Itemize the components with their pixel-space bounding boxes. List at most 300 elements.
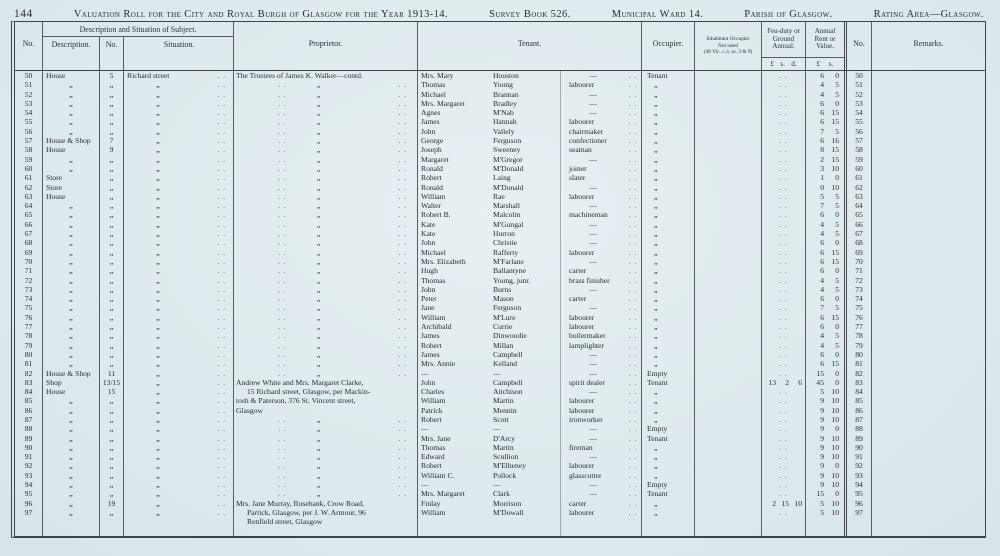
ditto-mark: . . (398, 256, 407, 266)
rent-value: 6 (820, 359, 824, 369)
cell-inhabitant-occupier (695, 257, 762, 266)
cell-tenant-dots: . . (625, 192, 642, 201)
cell-tenant-dots: . . (625, 155, 642, 164)
cell-inhabitant-occupier (695, 378, 762, 387)
rent-value: 7 (820, 126, 824, 136)
rent-value: 8 (820, 145, 824, 155)
table-row (15, 406, 985, 415)
header-feu-duty (762, 22, 806, 70)
cell-inhabitant-occupier (695, 424, 762, 433)
cell-situation: „ (156, 368, 160, 378)
ditto-mark: „ (316, 489, 322, 499)
cell-remarks (872, 90, 985, 99)
cell-remarks (872, 508, 985, 517)
cell-feu-duty: . . (762, 164, 806, 173)
ditto-mark: . . (398, 98, 407, 108)
table-row (15, 117, 985, 126)
cell-tenant-dots: . . (625, 183, 642, 192)
rent-value: 15 (831, 247, 839, 257)
cell-occupier: „ (642, 90, 695, 99)
cell-proprietor (234, 285, 418, 294)
header-no-right-label: No. (853, 38, 865, 48)
cell-description: „ (43, 127, 100, 136)
cell-no-left: 86 (15, 406, 43, 415)
cell-no-right: 92 (847, 461, 872, 470)
cell-no-right: 86 (847, 406, 872, 415)
rent-value: 6 (820, 238, 824, 248)
cell-situation-dots: . . (192, 210, 234, 219)
cell-tenant-occupation: seaman (569, 145, 592, 155)
cell-proprietor: Renfield street, Glasgow (234, 517, 418, 526)
cell-occupier: „ (642, 350, 695, 359)
cell-empty (762, 517, 806, 526)
cell-feu-duty: . . (762, 201, 806, 210)
rent-value: 6 (820, 210, 824, 220)
cell-no-right: 51 (847, 80, 872, 89)
cell-situation-dots: . . (192, 145, 234, 154)
cell-situation-dots: . . (192, 294, 234, 303)
cell-situation: „ (156, 229, 160, 239)
cell-tenant-dots: . . (625, 238, 642, 247)
cell-feu-duty: . . (762, 461, 806, 470)
cell-tenant-surname: Ferguson (491, 136, 561, 145)
cell-feu-duty: . . (762, 71, 806, 80)
ditto-mark: . . (278, 340, 287, 350)
cell-description: „ (43, 210, 100, 219)
table-row (15, 210, 985, 219)
rent-value: 4 (820, 331, 824, 341)
cell-description: „ (43, 99, 100, 108)
cell-proprietor (234, 266, 418, 275)
cell-tenant-occupation: — (589, 489, 597, 499)
cell-no-left: 81 (15, 359, 43, 368)
cell-feu-duty: . . (762, 406, 806, 415)
cell-tenant-dots: . . (625, 90, 642, 99)
cell-feu-duty: . . (762, 489, 806, 498)
cell-no-left: 55 (15, 117, 43, 126)
cell-no-right: 95 (847, 489, 872, 498)
cell-annual-rent (806, 248, 847, 257)
cell-occupier: Empty (642, 369, 695, 378)
table-row (15, 276, 985, 285)
cell-feu-duty: . . (762, 257, 806, 266)
cell-tenant-occupation: chairmaker (569, 126, 604, 136)
cell-inhabitant-occupier (695, 406, 762, 415)
cell-no-left: 57 (15, 136, 43, 145)
cell-desc-no: „ (100, 229, 124, 238)
cell-tenant-dots: . . (625, 164, 642, 173)
table-body (15, 71, 985, 536)
cell-annual-rent (806, 387, 847, 396)
cell-tenant-dots: . . (625, 341, 642, 350)
cell-description: „ (43, 415, 100, 424)
cell-tenant-occupation: carter (569, 294, 587, 304)
cell-tenant-first: Michael (421, 247, 446, 257)
cell-no-left: 63 (15, 192, 43, 201)
cell-description: „ (43, 220, 100, 229)
ditto-mark: „ (316, 145, 322, 155)
valuation-table (11, 21, 986, 538)
ditto-mark: . . (278, 349, 287, 359)
cell-annual-rent (806, 117, 847, 126)
cell-inhabitant-occupier (695, 238, 762, 247)
header-feu-duty-label: Feu-duty or Ground Annual. (767, 26, 800, 51)
cell-tenant-occupation: glasscutter (569, 470, 602, 480)
cell-proprietor (234, 461, 418, 470)
cell-no-right: 87 (847, 415, 872, 424)
cell-feu-duty: . . (762, 99, 806, 108)
cell-tenant-first: — (421, 368, 429, 378)
cell-description: „ (43, 471, 100, 480)
cell-desc-no: 5 (100, 71, 124, 80)
cell-situation-dots: . . (192, 461, 234, 470)
rent-value: 10 (831, 396, 839, 406)
cell-situation: „ (156, 98, 160, 108)
cell-situation-dots: . . (192, 127, 234, 136)
cell-tenant-occupation: spirit dealer (569, 377, 606, 387)
cell-empty (806, 517, 847, 526)
cell-situation: „ (156, 396, 160, 406)
cell-tenant-surname: Aitchison (491, 387, 561, 396)
ditto-mark: „ (316, 191, 322, 201)
cell-desc-no: „ (100, 396, 124, 405)
cell-no-right: 66 (847, 220, 872, 229)
cell-situation: „ (156, 322, 160, 332)
cell-tenant-surname: D'Arcy (491, 434, 561, 443)
cell-proprietor (234, 452, 418, 461)
rent-value: 2 (820, 154, 824, 164)
cell-desc-no: „ (100, 424, 124, 433)
cell-tenant-surname: Scott (491, 415, 561, 424)
cell-tenant-dots: . . (625, 387, 642, 396)
ditto-mark: . . (398, 238, 407, 248)
cell-annual-rent (806, 508, 847, 517)
cell-desc-no: „ (100, 434, 124, 443)
cell-situation: „ (156, 266, 160, 276)
cell-no-left: 70 (15, 257, 43, 266)
cell-empty (15, 517, 43, 526)
cell-occupier: „ (642, 471, 695, 480)
rent-value: 45 (816, 377, 824, 387)
cell-tenant-first: William (421, 396, 446, 406)
cell-tenant-occupation: brass finisher (569, 275, 610, 285)
cell-remarks (872, 248, 985, 257)
cell-desc-no: „ (100, 294, 124, 303)
ditto-mark: . . (278, 414, 287, 424)
cell-tenant-dots: . . (625, 108, 642, 117)
cell-tenant-surname: — (491, 424, 561, 433)
cell-feu-duty: . . (762, 266, 806, 275)
rent-value: 5 (835, 275, 839, 285)
cell-situation-dots: . . (192, 266, 234, 275)
ditto-mark: . . (398, 331, 407, 341)
cell-inhabitant-occupier (695, 461, 762, 470)
table-row (15, 452, 985, 461)
cell-description: „ (43, 489, 100, 498)
cell-remarks (872, 285, 985, 294)
cell-remarks (872, 145, 985, 154)
cell-feu-duty: . . (762, 80, 806, 89)
ditto-mark: . . (278, 89, 287, 99)
feu-duty-value: 2 (772, 498, 776, 508)
cell-proprietor (234, 80, 418, 89)
cell-situation: „ (156, 387, 160, 397)
cell-proprietor (234, 192, 418, 201)
rent-value: 5 (835, 126, 839, 136)
cell-tenant-dots: . . (625, 313, 642, 322)
cell-tenant-dots: . . (625, 480, 642, 489)
cell-inhabitant-occupier (695, 248, 762, 257)
ditto-mark: . . (398, 117, 407, 127)
ditto-mark: . . (398, 322, 407, 332)
header-no-right (847, 22, 872, 70)
cell-feu-duty: . . (762, 210, 806, 219)
cell-situation-dots: . . (192, 99, 234, 108)
page-number: 144 (14, 8, 33, 20)
cell-situation: „ (156, 359, 160, 369)
ditto-mark: „ (316, 349, 322, 359)
cell-feu-duty: . . (762, 220, 806, 229)
ditto-mark: . . (398, 312, 407, 322)
ditto-mark: „ (316, 414, 322, 424)
cell-situation-dots: . . (192, 220, 234, 229)
cell-occupier: Tenant (642, 378, 695, 387)
cell-proprietor (234, 108, 418, 117)
cell-feu-duty: . . (762, 136, 806, 145)
cell-tenant-first: James (421, 349, 440, 359)
table-header-row (15, 22, 985, 71)
ditto-mark: . . (278, 331, 287, 341)
cell-annual-rent (806, 443, 847, 452)
cell-inhabitant-occupier (695, 396, 762, 405)
cell-desc-no: „ (100, 508, 124, 517)
cell-situation-dots: . . (192, 173, 234, 182)
cell-situation-dots: . . (192, 396, 234, 405)
cell-tenant-surname: Bradley (491, 99, 561, 108)
cell-tenant-occupation: carter (569, 266, 587, 276)
cell-desc-no: 7 (100, 136, 124, 145)
ditto-mark: „ (316, 266, 322, 276)
rent-value: 9 (820, 480, 824, 490)
cell-tenant-occupation: machineman (569, 210, 608, 220)
cell-no-right: 76 (847, 313, 872, 322)
cell-no-left: 85 (15, 396, 43, 405)
cell-desc-no: „ (100, 461, 124, 470)
cell-empty (872, 527, 985, 536)
cell-no-left: 74 (15, 294, 43, 303)
cell-no-left: 80 (15, 350, 43, 359)
ditto-mark: . . (398, 247, 407, 257)
ditto-mark: . . (278, 322, 287, 332)
cell-no-left: 59 (15, 155, 43, 164)
cell-feu-duty: . . (762, 443, 806, 452)
ditto-mark: . . (398, 414, 407, 424)
cell-situation-dots: . . (192, 471, 234, 480)
cell-tenant-occupation: labourer (569, 80, 595, 90)
cell-tenant-surname: M'Dowall (491, 508, 561, 517)
cell-tenant-surname: M'Elheney (491, 461, 561, 470)
cell-tenant-surname: M'Donald (491, 164, 561, 173)
header-tenant-label: Tenant. (517, 38, 542, 48)
cell-description: House (43, 192, 100, 201)
cell-situation-dots: . . (192, 359, 234, 368)
cell-description: „ (43, 285, 100, 294)
cell-situation-dots: . . (192, 303, 234, 312)
cell-annual-rent (806, 471, 847, 480)
cell-occupier: „ (642, 276, 695, 285)
cell-situation: „ (156, 136, 160, 146)
cell-occupier: „ (642, 331, 695, 340)
cell-no-left: 97 (15, 508, 43, 517)
table-row (15, 387, 985, 396)
cell-no-left: 83 (15, 378, 43, 387)
cell-tenant-occupation: labourer (569, 507, 595, 517)
cell-tenant-surname: Sweeney (491, 145, 561, 154)
cell-inhabitant-occupier (695, 452, 762, 461)
ditto-mark: „ (316, 424, 322, 434)
cell-remarks (872, 396, 985, 405)
cell-situation: „ (156, 108, 160, 118)
cell-feu-duty: . . (762, 173, 806, 182)
cell-empty (847, 517, 872, 526)
ditto-mark: . . (398, 433, 407, 443)
ditto-mark: . . (278, 201, 287, 211)
cell-situation: „ (156, 461, 160, 471)
cell-description: „ (43, 443, 100, 452)
table-row (15, 369, 985, 378)
cell-desc-no: „ (100, 443, 124, 452)
cell-tenant-surname: Rae (491, 192, 561, 201)
ditto-mark: . . (398, 266, 407, 276)
cell-feu-duty: . . (762, 155, 806, 164)
rent-value: 9 (820, 424, 824, 434)
cell-tenant-dots: . . (625, 369, 642, 378)
cell-no-left: 60 (15, 164, 43, 173)
cell-no-left: 94 (15, 480, 43, 489)
cell-no-left: 93 (15, 471, 43, 480)
parish-label: Parish of Glasgow. (744, 9, 833, 20)
cell-empty (695, 527, 762, 536)
cell-annual-rent (806, 155, 847, 164)
cell-tenant-surname: Currie (491, 322, 561, 331)
cell-tenant-dots: . . (625, 406, 642, 415)
cell-occupier: Tenant (642, 71, 695, 80)
cell-annual-rent (806, 108, 847, 117)
cell-empty (561, 517, 625, 526)
rent-value: 10 (831, 442, 839, 452)
cell-proprietor (234, 294, 418, 303)
cell-tenant-dots: . . (625, 127, 642, 136)
cell-no-left: 96 (15, 499, 43, 508)
rent-value: 9 (820, 414, 824, 424)
cell-annual-rent (806, 452, 847, 461)
cell-situation: „ (156, 414, 160, 424)
ditto-mark: . . (278, 229, 287, 239)
cell-situation-dots: . . (192, 406, 234, 415)
rent-value: 15 (816, 368, 824, 378)
rent-value: 0 (835, 238, 839, 248)
cell-description: „ (43, 499, 100, 508)
cell-tenant-dots: . . (625, 322, 642, 331)
ditto-mark: . . (398, 275, 407, 285)
cell-tenant-first: William (421, 191, 446, 201)
header-situation: Situation. (163, 40, 195, 49)
cell-situation: „ (156, 331, 160, 341)
ditto-mark: „ (316, 163, 322, 173)
ditto-mark: „ (316, 126, 322, 136)
cell-inhabitant-occupier (695, 331, 762, 340)
rent-value: 4 (820, 229, 824, 239)
ditto-mark: . . (398, 452, 407, 462)
header-desc-group-label: Description and Situation of Subject. (43, 22, 233, 37)
cell-empty (124, 517, 192, 526)
feu-duty-value: 2 (785, 377, 789, 387)
cell-occupier: „ (642, 303, 695, 312)
rent-value: 10 (831, 507, 839, 517)
cell-inhabitant-occupier (695, 201, 762, 210)
cell-empty (806, 527, 847, 536)
rent-value: 6 (820, 117, 824, 127)
cell-feu-duty: . . (762, 192, 806, 201)
cell-desc-no: „ (100, 155, 124, 164)
cell-tenant-first: Edward (421, 452, 445, 462)
cell-description: „ (43, 155, 100, 164)
cell-feu-duty: . . (762, 145, 806, 154)
rent-value: 1 (820, 173, 824, 183)
cell-description: „ (43, 266, 100, 275)
cell-occupier: „ (642, 108, 695, 117)
table-row (15, 508, 985, 517)
cell-situation-dots: . . (192, 90, 234, 99)
cell-situation-dots: . . (192, 201, 234, 210)
cell-situation-dots: . . (192, 434, 234, 443)
cell-desc-no: „ (100, 359, 124, 368)
ditto-mark: „ (316, 247, 322, 257)
cell-tenant-occupation: carter (569, 498, 587, 508)
cell-situation-dots: . . (192, 108, 234, 117)
rent-value: 10 (831, 405, 839, 415)
ditto-mark: . . (398, 284, 407, 294)
cell-empty (491, 527, 561, 536)
cell-inhabitant-occupier (695, 434, 762, 443)
cell-feu-duty: . . (762, 303, 806, 312)
cell-annual-rent (806, 285, 847, 294)
cell-no-right: 91 (847, 452, 872, 461)
cell-proprietor (234, 276, 418, 285)
table-row (15, 471, 985, 480)
cell-situation: „ (156, 377, 160, 387)
page-header (0, 0, 1000, 20)
ditto-mark: „ (316, 201, 322, 211)
cell-situation: „ (156, 201, 160, 211)
ditto-mark: . . (278, 461, 287, 471)
cell-tenant-dots: . . (625, 248, 642, 257)
table-row (15, 71, 985, 80)
cell-annual-rent (806, 220, 847, 229)
rent-value: 9 (820, 452, 824, 462)
cell-occupier: „ (642, 499, 695, 508)
cell-remarks (872, 173, 985, 182)
cell-no-left: 75 (15, 303, 43, 312)
table-row (15, 322, 985, 331)
table-row (15, 499, 985, 508)
ditto-mark: „ (316, 117, 322, 127)
ditto-mark: . . (398, 163, 407, 173)
cell-description: „ (43, 238, 100, 247)
rent-value: 6 (820, 312, 824, 322)
ditto-mark: . . (278, 238, 287, 248)
cell-occupier: „ (642, 127, 695, 136)
